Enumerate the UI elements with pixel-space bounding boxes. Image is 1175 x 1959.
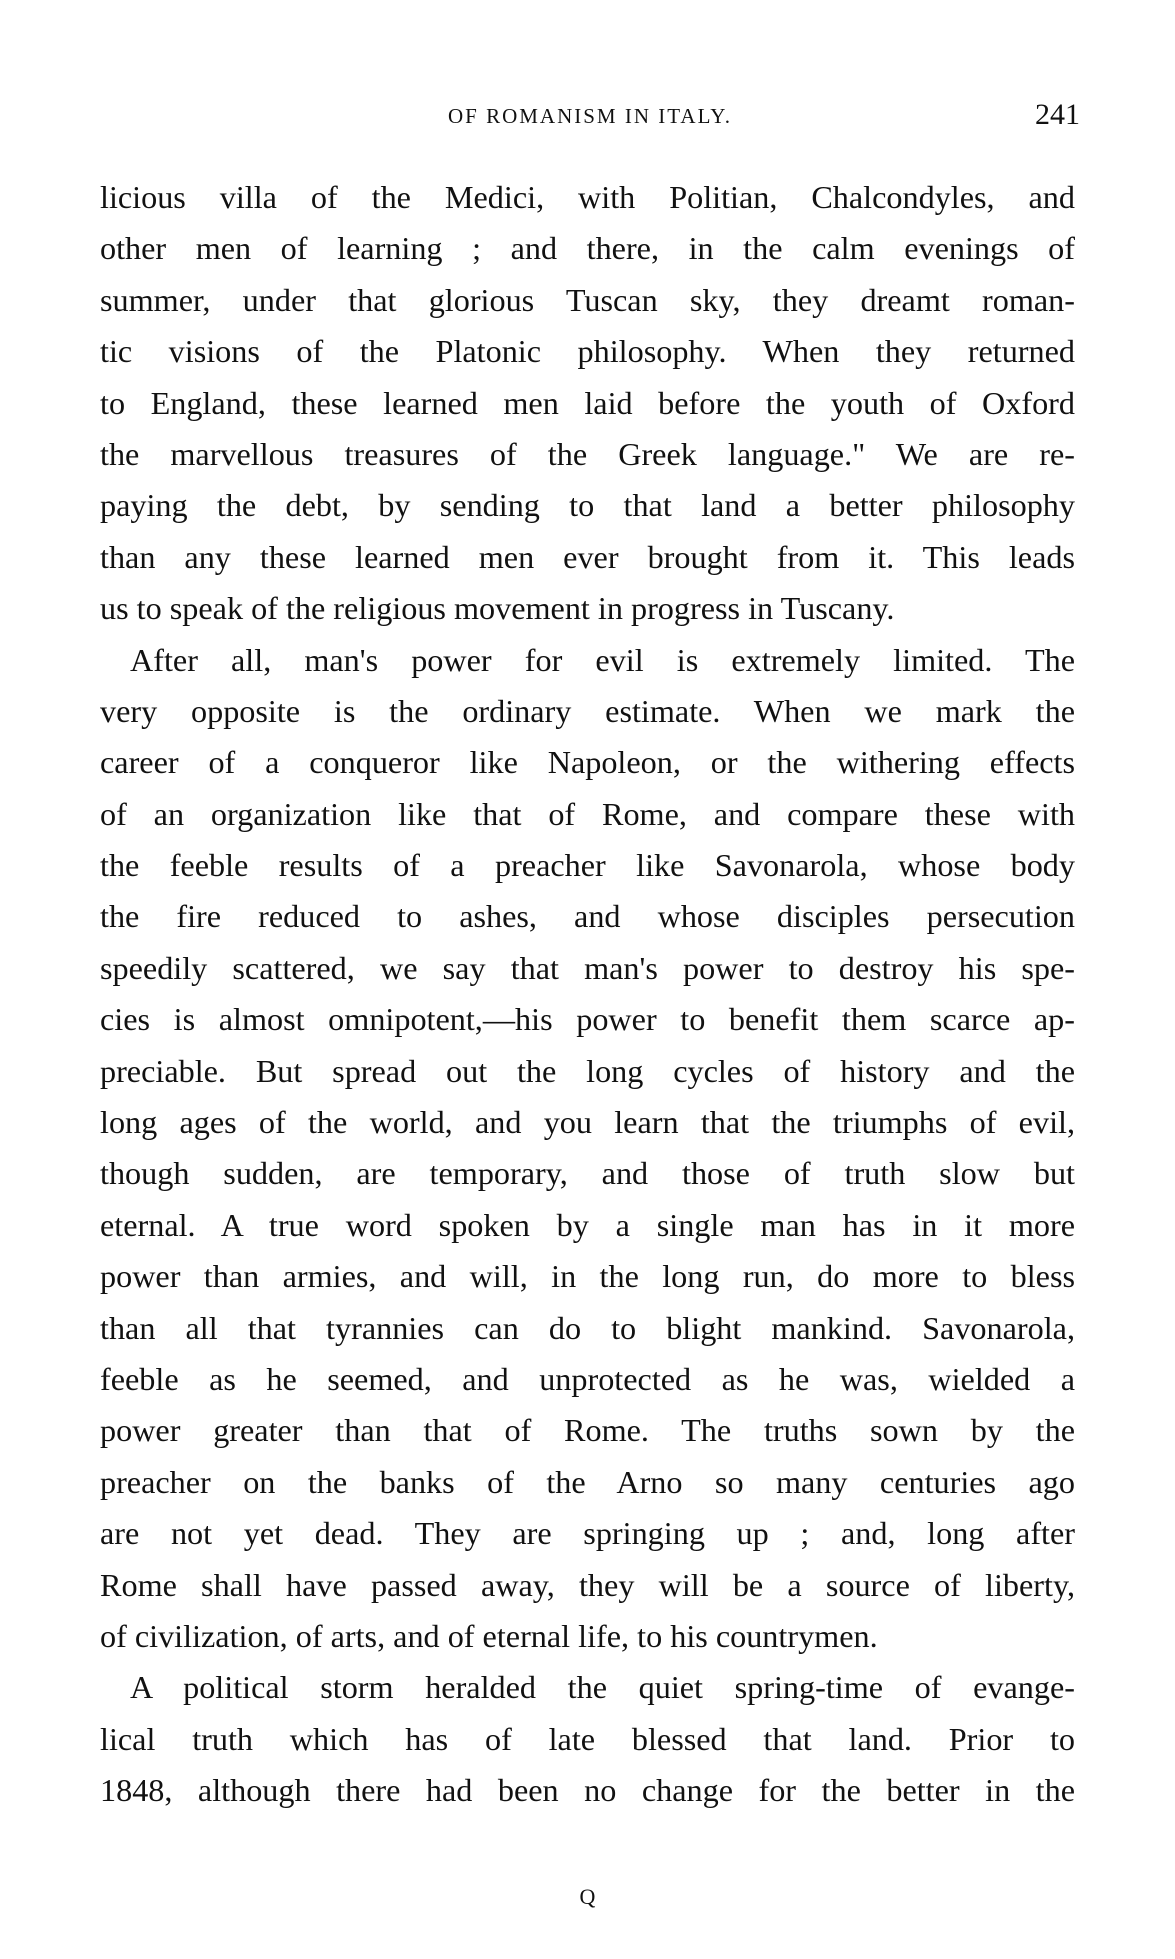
text-line: cies is almost omnipotent,—his power to benefit them scarce ap- [100, 1001, 1075, 1038]
text-line: A political storm heralded the quiet spring-time of evange- [130, 1669, 1075, 1706]
text-line: of civilization, of arts, and of eternal life, to his countrymen. [100, 1617, 878, 1654]
text-line: eternal. A true word spoken by a single man has in it more [100, 1206, 1075, 1243]
text-line: us to speak of the religious movement in progress in Tuscany. [100, 590, 895, 627]
text-line: the fire reduced to ashes, and whose disciples persecution [100, 898, 1075, 935]
text-line: of an organization like that of Rome, and compare these with [100, 795, 1075, 832]
paragraph [100, 1662, 1075, 1816]
signature-mark: Q [579, 1884, 596, 1909]
text-line: 1848, although there had been no change for the better in the [100, 1772, 1075, 1809]
text-line: lical truth which has of late blessed that land. Prior to [100, 1720, 1075, 1757]
text-line: preciable. But spread out the long cycles of history and the [100, 1052, 1075, 1089]
text-line: After all, man's power for evil is extremely limited. The [130, 641, 1075, 678]
text-line: paying the debt, by sending to that land a better philosophy [100, 487, 1075, 524]
running-title: OF ROMANISM IN ITALY. [447, 104, 732, 128]
text-line: very opposite is the ordinary estimate. When we mark the [100, 692, 1075, 729]
text-line: than all that tyrannies can do to blight mankind. Savonarola, [100, 1309, 1075, 1346]
text-line: than any these learned men ever brought from it. This leads [100, 538, 1075, 575]
text-line: speedily scattered, we say that man's power to destroy his spe- [100, 949, 1075, 986]
text-line: the feeble results of a preacher like Savonarola, whose body [100, 847, 1075, 884]
text-line: power greater than that of Rome. The truths sown by the [100, 1412, 1075, 1449]
text-line: Rome shall have passed away, they will be a source of liberty, [100, 1566, 1075, 1603]
text-line: are not yet dead. They are springing up ; and, long after [100, 1515, 1075, 1552]
text-line: to England, these learned men laid before the youth of Oxford [100, 384, 1075, 421]
text-line: preacher on the banks of the Arno so many centuries ago [100, 1463, 1075, 1500]
text-line: licious villa of the Medici, with Politian, Chalcondyles, and [100, 179, 1075, 215]
page-header [100, 98, 1080, 138]
paragraph [100, 635, 1075, 1663]
text-line: though sudden, are temporary, and those of truth slow but [100, 1155, 1075, 1192]
text-line: career of a conqueror like Napoleon, or the withering effects [100, 744, 1075, 781]
text-line: the marvellous treasures of the Greek language." We are re- [100, 435, 1075, 472]
text-line: tic visions of the Platonic philosophy. When they returned [100, 333, 1075, 370]
paragraph [100, 172, 1075, 635]
text-line: power than armies, and will, in the long run, do more to bless [100, 1258, 1075, 1295]
text-line: feeble as he seemed, and unprotected as he was, wielded a [100, 1360, 1075, 1397]
page-number: 241 [1035, 98, 1080, 131]
text-line: long ages of the world, and you learn that the triumphs of evil, [100, 1104, 1075, 1141]
text-line: other men of learning ; and there, in the calm evenings of [100, 230, 1075, 267]
body-text [100, 172, 1075, 1817]
text-line: summer, under that glorious Tuscan sky, they dreamt roman- [100, 281, 1075, 318]
